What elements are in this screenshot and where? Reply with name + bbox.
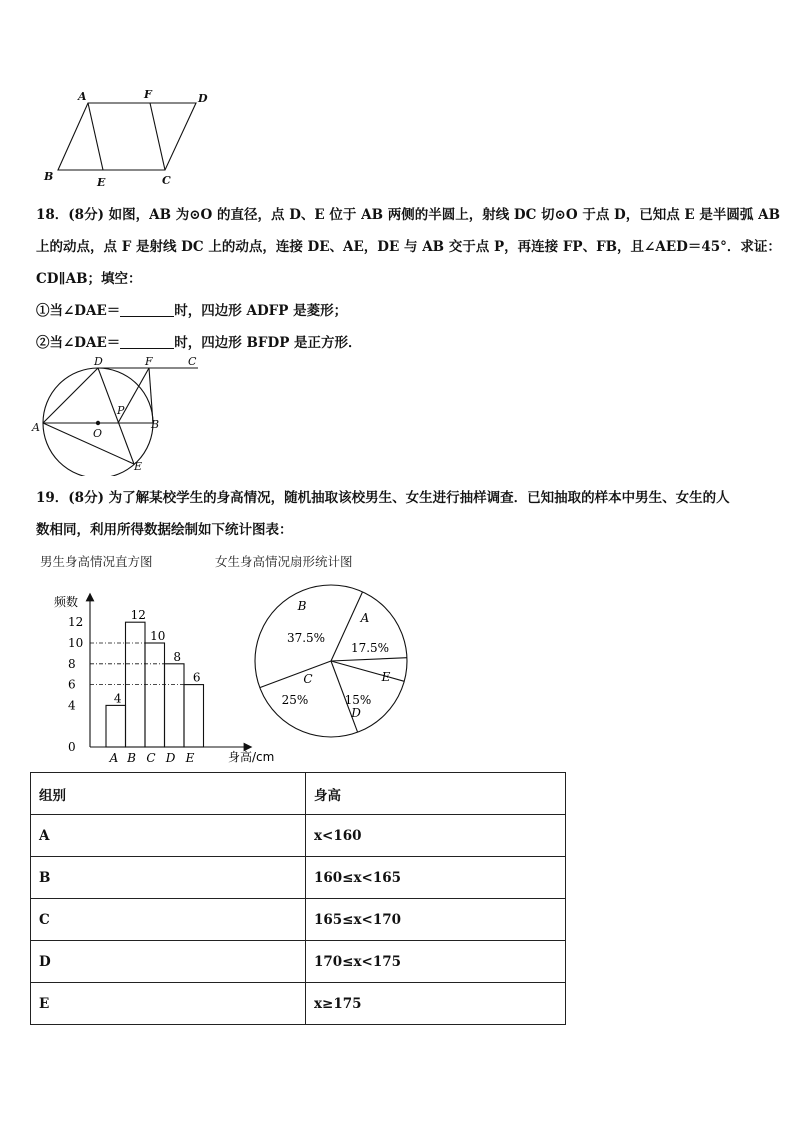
histogram-bar-c	[145, 643, 165, 747]
point-label-d: D	[198, 92, 208, 105]
pie-slice-letter-c: C	[303, 672, 313, 686]
bar-value-label: 4	[113, 691, 122, 706]
histogram-title: 男生身高情况直方图	[40, 554, 153, 569]
y-tick-label: 4	[68, 698, 76, 713]
histogram-bar-e	[184, 685, 204, 747]
point-label-e2: E	[134, 460, 143, 473]
histogram-bar-d	[165, 664, 185, 747]
table-cell-height: 170≤x<175	[306, 941, 566, 983]
circle-figure	[30, 356, 210, 476]
table-row	[31, 815, 566, 857]
q18-line-3: CD∥AB；填空：	[36, 271, 142, 287]
height-group-table	[30, 772, 566, 1025]
bar-value-label: 8	[173, 649, 182, 664]
table-header-height: 身高	[306, 773, 566, 815]
x-category-label: D	[165, 751, 176, 765]
point-label-e: E	[97, 176, 106, 189]
point-label-d2: D	[94, 356, 103, 368]
point-label-f: F	[144, 88, 152, 101]
table-row	[31, 941, 566, 983]
pie-slice-edge	[260, 661, 331, 688]
y-tick-label: 6	[68, 677, 76, 692]
q18-line-1: 18．(8分) 如图，AB 为⊙O 的直径，点 D、E 位于 AB 两侧的半圆上，射线 DC 切⊙O 于点 D，已知点 E 是半圆弧 AB	[36, 207, 780, 223]
point-label-c: C	[162, 174, 171, 187]
point-label-b2: B	[151, 418, 160, 431]
table-row	[31, 857, 566, 899]
histogram-bar-a	[106, 705, 126, 747]
q18-item-1-prefix: ①当∠DAE＝	[36, 303, 121, 319]
table-row	[31, 899, 566, 941]
table-cell-height: x<160	[306, 815, 566, 857]
y-axis-label: 频数	[54, 595, 79, 609]
table-cell-height: x≥175	[306, 983, 566, 1025]
answer-blank-1[interactable]	[120, 302, 174, 317]
table-cell-height: 165≤x<170	[306, 899, 566, 941]
x-axis-label: 身高/cm	[228, 750, 275, 764]
point-label-a: A	[78, 90, 87, 103]
table-header-group: 组别	[31, 773, 306, 815]
q18-item-1-suffix: 时，四边形 ADFP 是菱形；	[174, 303, 348, 319]
x-category-label: C	[146, 751, 156, 765]
pie-slice-percent-b: 37.5%	[286, 631, 326, 645]
female-height-pie-chart	[250, 580, 415, 745]
table-cell-group: D	[31, 941, 306, 983]
q18-line-2: 上的动点，点 F 是射线 DC 上的动点，连接 DE、AE，DE 与 AB 交于点 P，再连接 FP、FB，且∠AED＝45°．求证：	[36, 239, 781, 255]
pie-chart-title: 女生身高情况扇形统计图	[215, 554, 353, 569]
q19-line-1: 19．(8分) 为了解某校学生的身高情况，随机抽取该校男生、女生进行抽样调查．已知抽取的样本中男生、女生的人	[36, 490, 730, 506]
answer-blank-2[interactable]	[120, 334, 174, 349]
pie-slice-letter-b: B	[297, 599, 307, 613]
q18-item-2-prefix: ②当∠DAE＝	[36, 335, 121, 351]
point-label-b: B	[44, 170, 54, 183]
pie-slice-letter-e: E	[381, 670, 391, 684]
bar-value-label: 12	[130, 608, 146, 623]
x-category-label: A	[109, 751, 119, 765]
pie-slice-edge	[331, 658, 407, 661]
parallelogram-figure	[30, 80, 230, 195]
table-cell-height: 160≤x<165	[306, 857, 566, 899]
y-tick-label: 12	[68, 615, 84, 630]
point-label-f2: F	[145, 356, 153, 368]
x-category-label: B	[127, 751, 136, 765]
pie-slice-percent-c: 25%	[281, 693, 309, 707]
point-label-p: P	[117, 404, 125, 417]
point-label-o: O	[93, 427, 103, 440]
pie-slice-letter-d: D	[351, 706, 361, 720]
bar-value-label: 10	[150, 629, 166, 643]
table-header-row	[31, 773, 566, 815]
q18-item-1	[36, 301, 347, 321]
table-cell-group: C	[31, 899, 306, 941]
pie-slice-percent-d: 15%	[344, 693, 372, 707]
point-label-c2: C	[188, 356, 197, 368]
pie-slice-edge	[331, 661, 404, 681]
table-cell-group: A	[31, 815, 306, 857]
q19-line-2: 数相同，利用所得数据绘制如下统计图表：	[36, 522, 293, 538]
point-label-a2: A	[32, 421, 40, 434]
y-tick-label: 10	[68, 636, 84, 650]
pie-slice-letter-a: A	[360, 611, 370, 625]
bar-value-label: 6	[192, 670, 201, 685]
y-tick-label: 0	[68, 740, 76, 754]
table-row	[31, 983, 566, 1025]
y-tick-label: 8	[68, 656, 76, 671]
q18-item-2-suffix: 时，四边形 BFDP 是正方形．	[174, 335, 362, 351]
pie-slice-percent-a: 17.5%	[350, 641, 390, 655]
table-cell-group: E	[31, 983, 306, 1025]
table-cell-group: B	[31, 857, 306, 899]
x-category-label: E	[185, 751, 195, 765]
q18-item-2	[36, 333, 362, 353]
